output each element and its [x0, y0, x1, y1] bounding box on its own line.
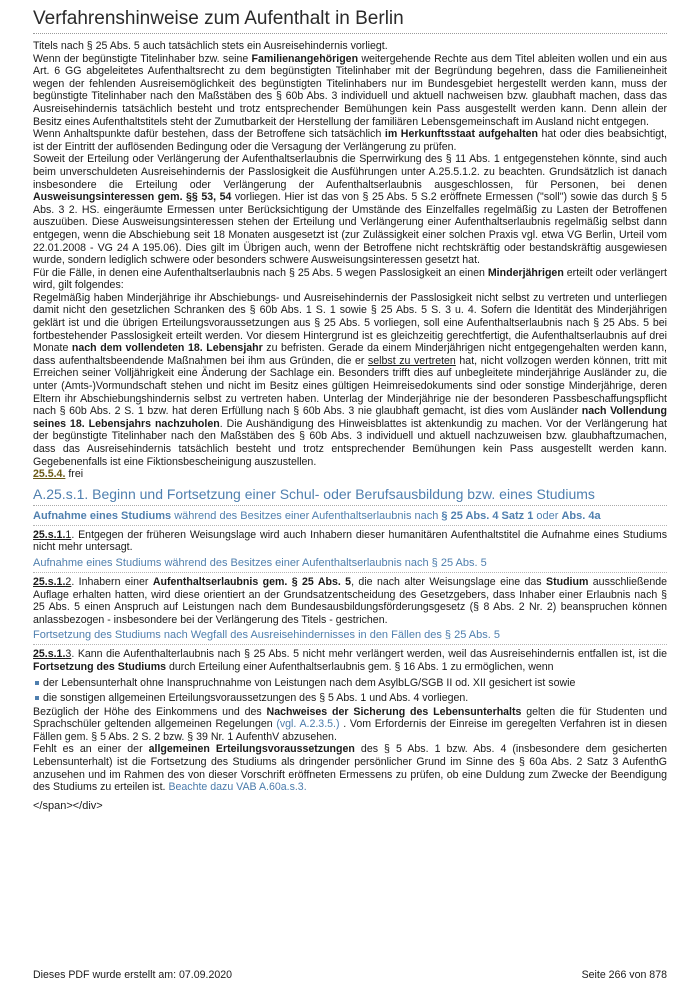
paragraph-intro: Titels nach § 25 Abs. 5 auch tatsächlich stets ein Ausreisehindernis vorliegt.	[33, 40, 388, 52]
paragraph-s1-2: 25.s.1.2. Inhabern einer Aufenthaltserlaubnis gem. § 25 Abs. 5, die nach alter Weisungslage eine das Studium ausschließende Auflage erhalten hatten, wird diese orientiert an der Grundsatzentscheidung des Gesetzgebers, dass Inhaber einer Erlaubnis nach § 25 Abs. 5 einen Anspruch auf Leistungen nach dem Bundesausbildungsförderungsgesetz (§ 8 Abs. 2 Nr. 2) beanspruchen können anlassbezogen - insbesondere bei der Verlängerung des Titels - gestrichen.	[33, 575, 667, 626]
requirements-list	[33, 676, 667, 706]
section-anchor-link[interactable]: 25.5.4.	[33, 468, 66, 481]
subheading-study-continuation: Fortsetzung des Studiums nach Wegfall des Ausreisehindernisses in den Fällen des § 25 Abs. 5	[33, 629, 667, 645]
subheading-study-25-5: Aufnahme eines Studiums während des Besitzes einer Aufenthaltserlaubnis nach § 25 Abs. 5	[33, 557, 667, 573]
paragraph-income: Bezüglich der Höhe des Einkommens und des Nachweises der Sicherung des Lebensunterhalts gelten die für Studenten und Sprachschüler geltenden allgemeinen Regelungen (vgl. A.2.3.5.) . Vom Erfordernis der Einreise im geregelten Verfahren ist in diesen Fällen gem. § 5 Abs. 2 S. 2 bzw. § 39 Nr. 1 AufenthV abzusehen.	[33, 705, 667, 743]
paragraph-home-country: Wenn Anhaltspunkte dafür bestehen, dass der Betroffene sich tatsächlich im Herkunftsstaat aufgehalten hat oder dies beabsichtigt, ist der Eintritt der auflösenden Bedingung oder die Versagung der Verlängerung zu prüfen.	[33, 128, 667, 153]
crossref-link-a-60a[interactable]: Beachte dazu VAB A.60a.s.3.	[168, 781, 307, 794]
paragraph-minors-intro: Für die Fälle, in denen eine Aufenthaltserlaubnis nach § 25 Abs. 5 wegen Passlosigkeit an einen Minderjährigen erteilt oder verlängert wird, gilt folgendes:	[33, 266, 667, 292]
paragraph-general-requirements: Fehlt es an einer der allgemeinen Erteilungsvoraussetzungen des § 5 Abs. 1 bzw. Abs. 4 (insbesondere dem gesicherten Lebensunterhalt) ist die Fortsetzung des Studiums als dringender persönlicher Grund im Sinne des § 60a Abs. 2 Satz 3 AufenthG anzusehen und im Rahmen des von dieser Vorschrift eröffneten Ermessens zu prüfen, ob eine Duldung zum Zwecke der Beendigung des Studiums zu erteilen ist. Beachte dazu VAB A.60a.s.3.	[33, 743, 668, 794]
list-item: die sonstigen allgemeinen Erteilungsvoraussetzungen des § 5 Abs. 1 und Abs. 4 vorliegen.	[33, 691, 667, 706]
paragraph-s1-3: 25.s.1.3. Kann die Aufenthalterlaubnis nach § 25 Abs. 5 nicht mehr verlängert werden, weil das Ausreisehindernis entfallen ist, ist die Fortsetzung des Studiums durch Erteilung einer Aufenthaltserlaubnis gem. § 16 Abs. 1 zu ermöglichen, wenn	[33, 648, 667, 673]
stray-markup-text: </span></div>	[33, 799, 103, 812]
paragraph-s1-1: 25.s.1.1. Entgegen der früheren Weisungslage wird auch Inhabern dieser humanitären Aufenthaltstitel die Aufnahme eines Studiums nicht mehr untersagt.	[33, 528, 667, 554]
page-number: Seite 266 von 878	[581, 969, 667, 981]
crossref-link-a-2-3-5[interactable]: (vgl. A.2.3.5.)	[276, 718, 340, 731]
section-heading: A.25.s.1. Beginn und Fortsetzung einer Schul- oder Berufsausbildung bzw. eines Studiums	[33, 486, 667, 506]
creation-date: Dieses PDF wurde erstellt am: 07.09.2020	[33, 969, 233, 981]
document-page	[33, 8, 667, 812]
page-title: Verfahrenshinweise zum Aufenthalt in Berlin	[33, 8, 667, 34]
list-item: der Lebensunterhalt ohne Inanspruchnahme von Leistungen nach dem AsylbLG/SGB II od. XII gesichert ist sowie	[33, 676, 667, 691]
paragraph-25-5-4: 25.5.4. frei	[33, 468, 84, 481]
paragraph-family: Wenn der begünstigte Titelinhaber bzw. seine Familienangehörigen weitergehende Rechte aus dem Titel ableiten wollen und ein aus Art. 6 GG abgeleitetes Aufenthaltsrecht zu dem begünstigten Titelinhaber mit der Begründung begehren, dass die Familieneinheit wegen der fehlenden Ausreisemöglichkeit des begünstigten Titelinhabers nur im Bundesgebiet hergestellt werden kann, muss der begünstigte Titelinhaber nach den Maßstäben des § 60b Abs. 3 individuell und aktuell nachweisen bzw. glaubhaft machen, dass das Ausreisehindernis tatsächlich besteht und trotz entsprechender Bemühungen kein Pass ausgestellt werden kann. Denn allein der Besitz eines Aufenthaltstitels steht der Zumutbarkeit der Herstellung der familiären Lebensgemeinschaft im Ausland nicht entgegen.	[33, 52, 667, 128]
paragraph-minors-rules: Regelmäßig haben Minderjährige ihr Abschiebungs- und Ausreisehindernis der Passlosigkeit nicht selbst zu vertreten und unterliegen damit nicht den gesetzlichen Schranken des § 60b Abs. 1 S. 1 sowie § 25 Abs. 5 S. 3 u. 4. Sofern die Identität des Minderjährigen geklärt ist und die übrigen Erteilungsvoraussetzungen aus § 25 Abs. 5 vorliegen, soll eine Aufenthaltserlaubnis nach § 25 Abs. 5 bei fortbestehender Passlosigkeit erteilt werden. Vor diesem Hintergrund ist es gleichzeitig gerechtfertigt, die Aufenthaltserlaubnis auf drei Monate nach dem vollendeten 18. Lebensjahr zu befristen. Gerade da einem Minderjährigen nicht entgegengehalten werden kann, dass aufenthaltsbeendende Maßnahmen bei ihm aus Gründen, die er selbst zu vertreten hat, nicht vollzogen werden können, tritt mit Erreichen seiner Volljährigkeit eine Änderung der Sachlage ein. Besonders trifft dies auf unbegleitete minderjährige Ausländer zu, die unter (Amts-)Vormundschaft stehen und nicht im Besitz eines gültigen Heimreisedokuments sind oder sonstige Minderjährige, deren Eltern ihr Abschiebungshindernis selbst zu vertreten haben. Unterlag der Minderjährige nie der besonderen Passbeschaffungspflicht nach § 60b Abs. 2 S. 1 bzw. hat deren Erfüllung nach § 60b Abs. 3 nie glaubhaft gemacht, ist dies vom Ausländer nach Vollendung seines 18. Lebensjahrs nachzuholen. Die Aushändigung des Hinweisblattes ist aktenkundig zu machen. Vor der Verlängerung hat der begünstigte Titelinhaber nach den Maßstäben des § 60b Abs. 3 individuell und aktuell nachzuweisen bzw. glaubhaftzumachen, dass das Ausreisehindernis tatsächlich besteht und trotz entsprechender Bemühungen kein Pass ausgestellt werden kann. Gegebenenfalls ist eine Fiktionsbescheinigung auszustellen.	[33, 291, 667, 468]
subheading-study-25-4: Aufnahme eines Studiums während des Besitzes einer Aufenthaltserlaubnis nach § 25 Abs. 4 Satz 1 oder Abs. 4a	[33, 510, 667, 526]
paragraph-blocking-effect: Soweit der Erteilung oder Verlängerung der Aufenthaltserlaubnis die Sperrwirkung des § 11 Abs. 1 entgegenstehen könnte, sind auch beim unverschuldeten Ausreisehindernis der Passlosigkeit die Ausführungen unter A.25.5.1.2. zu beachten. Grundsätzlich ist danach insbesondere die Erteilung oder Verlängerung der Aufenthaltserlaubnis ausgeschlossen, für Personen, bei denen Ausweisungsinteressen gem. §§ 53, 54 vorliegen. Hier ist das von § 25 Abs. 5 S.2 eröffnete Ermessen ("soll") sowie das durch § 5 Abs. 3 2. HS. eingeräumte Ermessen unter Berücksichtigung der Umstände des Einzelfalles regelmäßig zu Lasten der Betroffenen auszuüben. Diese Ausweisungsinteressen stehen der Erteilung und Verlängerung einer Aufenthaltserlaubnis regelmäßig selbst dann entgegen, wenn die Abschiebung seit 18 Monaten ausgesetzt ist (zur Zulässigkeit einer solchen Praxis vgl. etwa VG Berlin, Urteil vom 22.01.2008 - VG 24 A 195.06). Dies gilt im Übrigen auch, wenn der Betroffene nicht rechtskräftig oder bestandskräftig ausgewiesen wurde, sondern lediglich schwere oder besonders schwere Ausweisungsinteressen gesetzt hat.	[33, 153, 668, 267]
